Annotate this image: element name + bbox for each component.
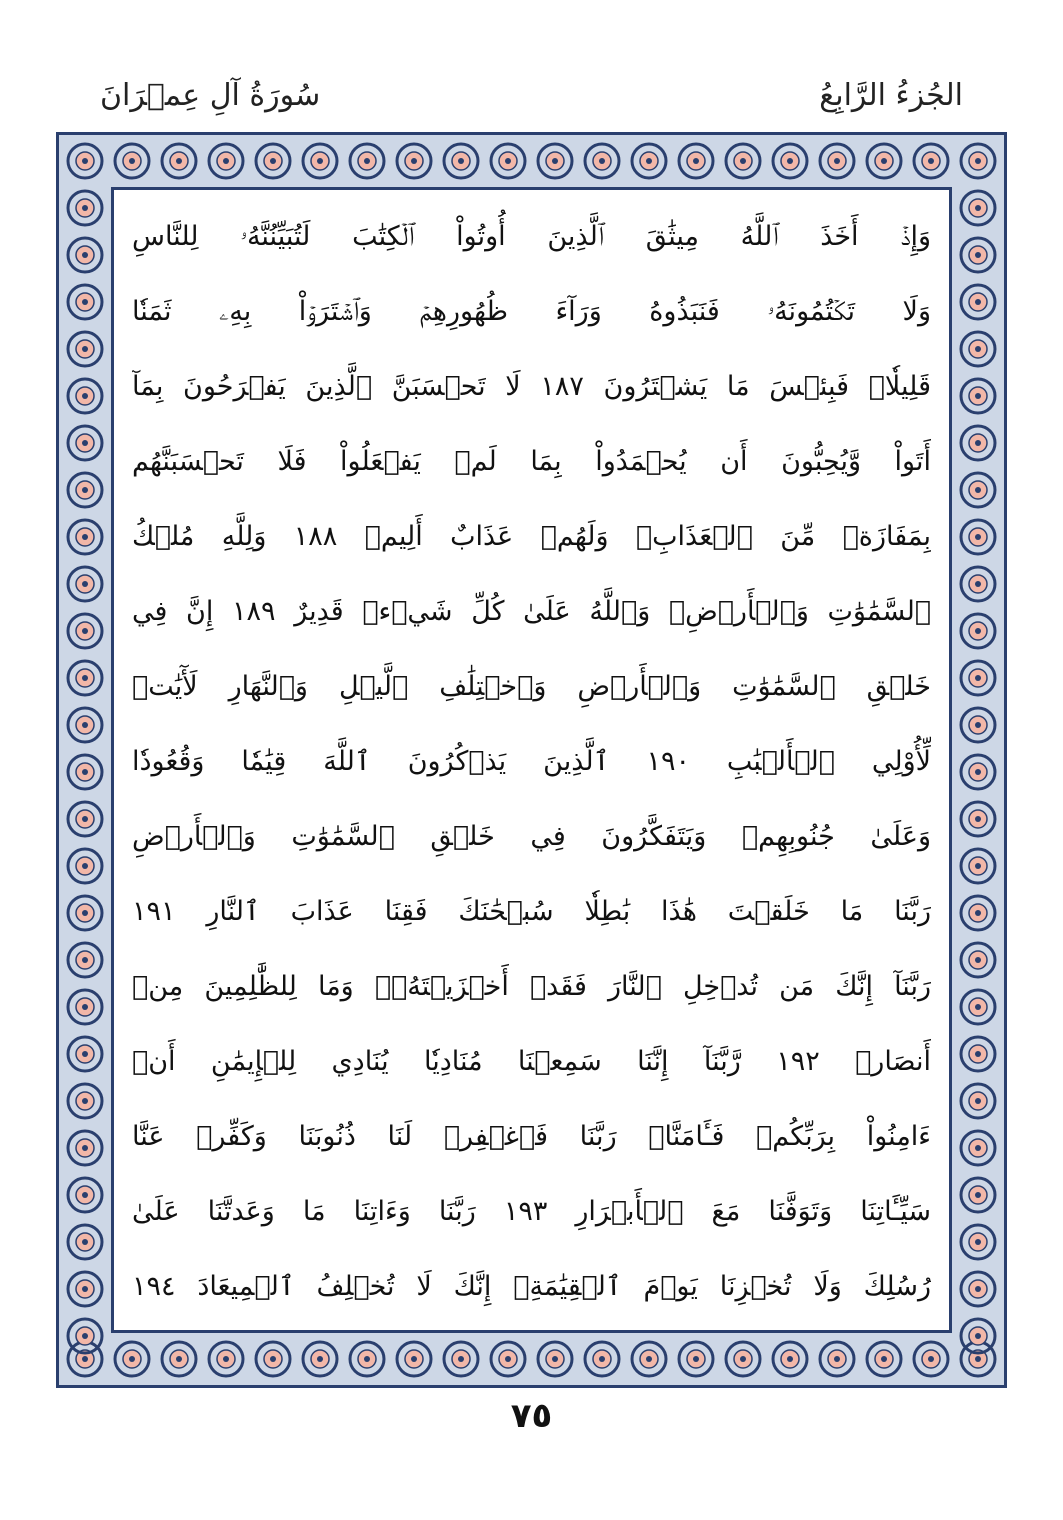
border-motif: [82, 910, 88, 916]
border-motif: [552, 158, 558, 164]
border-motif: [82, 1004, 88, 1010]
text-line-2: وَلَا تَكۡتُمُونَهُۥ فَنَبَذُوهُ وَرَآءَ ظُهُورِهِمۡ وَٱشۡتَرَوۡاْ بِهِۦ ثَمَنٗا: [132, 296, 931, 327]
text-line-4: أَتَواْ وَّيُحِبُّونَ أَن يُحۡمَدُواْ بِمَا لَمۡ يَفۡعَلُواْ فَلَا تَحۡسَبَنَّهُم: [132, 446, 931, 477]
border-motif: [975, 769, 981, 775]
border-motif: [975, 1356, 981, 1362]
border-motif: [975, 393, 981, 399]
border-motif: [411, 158, 417, 164]
border-motif: [693, 158, 699, 164]
border-motif: [82, 440, 88, 446]
border-motif: [317, 1356, 323, 1362]
border-motif: [834, 158, 840, 164]
border-motif: [82, 205, 88, 211]
border-motif: [740, 158, 746, 164]
border-motif: [975, 1286, 981, 1292]
text-panel: [111, 187, 952, 1333]
border-motif: [270, 1356, 276, 1362]
border-motif: [129, 1356, 135, 1362]
text-line-11: رَبَّنَآ إِنَّكَ مَن تُدۡخِلِ ٱلنَّارَ فَقَدۡ أَخۡزَيۡتَهُۥۖ وَمَا لِلظَّٰلِمِينَ مِنۡ: [132, 971, 931, 1002]
border-motif: [505, 1356, 511, 1362]
border-motif: [975, 534, 981, 540]
border-motif: [975, 299, 981, 305]
border-motif: [82, 816, 88, 822]
border-motif: [975, 1239, 981, 1245]
text-line-6: ٱلسَّمَٰوَٰتِ وَٱلۡأَرۡضِۗ وَٱللَّهُ عَلَىٰ كُلِّ شَيۡءٖ قَدِيرٌ ١٨٩ إِنَّ فِي: [132, 596, 931, 627]
page-number: ٧٥: [510, 1396, 553, 1436]
border-motif: [505, 158, 511, 164]
border-motif: [975, 863, 981, 869]
border-motif: [82, 581, 88, 587]
text-line-15: رُسُلِكَ وَلَا تُخۡزِنَا يَوۡمَ ٱلۡقِيَٰمَةِۖ إِنَّكَ لَا تُخۡلِفُ ٱلۡمِيعَادَ ١٩٤: [132, 1271, 931, 1302]
border-motif: [82, 675, 88, 681]
text-line-13: ءَامِنُواْ بِرَبِّكُمۡ فَـَٔامَنَّاۚ رَبَّنَا فَٱغۡفِرۡ لَنَا ذُنُوبَنَا وَكَفِّرۡ عَنَّا: [132, 1121, 931, 1152]
border-motif: [552, 1356, 558, 1362]
verse-lines: [132, 204, 931, 1320]
border-motif: [975, 722, 981, 728]
border-motif: [458, 158, 464, 164]
border-motif: [82, 769, 88, 775]
border-motif: [975, 1004, 981, 1010]
border-motif: [975, 910, 981, 916]
border-motif: [881, 158, 887, 164]
border-motif: [270, 158, 276, 164]
border-motif: [693, 1356, 699, 1362]
border-motif: [599, 158, 605, 164]
border-motif: [928, 158, 934, 164]
border-motif: [881, 1356, 887, 1362]
border-motif: [223, 158, 229, 164]
text-line-3: قَلِيلٗاۖ فَبِئۡسَ مَا يَشۡتَرُونَ ١٨٧ لَا تَحۡسَبَنَّ ٱلَّذِينَ يَفۡرَحُونَ بِمَآ: [132, 371, 931, 402]
border-motif: [975, 581, 981, 587]
border-motif: [82, 863, 88, 869]
text-line-1: وَإِذۡ أَخَذَ ٱللَّهُ مِيثَٰقَ ٱلَّذِينَ أُوتُواْ ٱلۡكِتَٰبَ لَتُبَيِّنُنَّهُۥ لِلنَّاسِ: [132, 221, 931, 252]
border-motif: [223, 1356, 229, 1362]
border-motif: [975, 1333, 981, 1339]
border-motif: [975, 1098, 981, 1104]
text-line-5: بِمَفَازَةٖ مِّنَ ٱلۡعَذَابِۖ وَلَهُمۡ عَذَابٌ أَلِيمٞ ١٨٨ وَلِلَّهِ مُلۡكُ: [132, 521, 931, 552]
border-motif: [82, 957, 88, 963]
border-motif: [364, 158, 370, 164]
border-motif: [975, 1145, 981, 1151]
border-motif: [129, 158, 135, 164]
border-motif: [176, 1356, 182, 1362]
border-motif: [82, 1192, 88, 1198]
border-motif: [975, 440, 981, 446]
surah-title: سُورَةُ آلِ عِمۡرَانَ: [100, 78, 321, 113]
border-motif: [82, 722, 88, 728]
border-motif: [975, 675, 981, 681]
border-motif: [82, 1239, 88, 1245]
juz-title: الجُزءُ الرَّابِعُ: [819, 78, 963, 113]
border-motif: [975, 628, 981, 634]
border-motif: [82, 252, 88, 258]
border-motif: [411, 1356, 417, 1362]
border-motif: [975, 957, 981, 963]
text-line-8: لِّأُوْلِي ٱلۡأَلۡبَٰبِ ١٩٠ ٱلَّذِينَ يَذۡكُرُونَ ٱللَّهَ قِيَٰمٗا وَقُعُودٗا: [132, 746, 931, 777]
border-motif: [787, 158, 793, 164]
border-motif: [82, 299, 88, 305]
border-motif: [975, 346, 981, 352]
border-motif: [82, 487, 88, 493]
border-motif: [82, 393, 88, 399]
border-motif: [599, 1356, 605, 1362]
border-motif: [458, 1356, 464, 1362]
border-motif: [975, 816, 981, 822]
border-motif: [364, 1356, 370, 1362]
text-line-12: أَنصَارٖ ١٩٢ رَّبَّنَآ إِنَّنَا سَمِعۡنَا مُنَادِيٗا يُنَادِي لِلۡإِيمَٰنِ أَنۡ: [132, 1046, 931, 1077]
border-motif: [317, 158, 323, 164]
border-motif: [82, 158, 88, 164]
border-motif: [82, 1145, 88, 1151]
border-motif: [646, 158, 652, 164]
border-motif: [82, 1333, 88, 1339]
ornamental-border: [56, 132, 1007, 1388]
text-line-9: وَعَلَىٰ جُنُوبِهِمۡ وَيَتَفَكَّرُونَ فِي خَلۡقِ ٱلسَّمَٰوَٰتِ وَٱلۡأَرۡضِ: [132, 821, 931, 852]
border-motif: [82, 534, 88, 540]
border-motif: [787, 1356, 793, 1362]
border-motif: [975, 252, 981, 258]
border-motif: [975, 1192, 981, 1198]
border-motif: [82, 1286, 88, 1292]
text-line-7: خَلۡقِ ٱلسَّمَٰوَٰتِ وَٱلۡأَرۡضِ وَٱخۡتِلَٰفِ ٱلَّيۡلِ وَٱلنَّهَارِ لَأٓيَٰتٖ: [132, 671, 931, 702]
border-motif: [975, 1051, 981, 1057]
border-motif: [975, 487, 981, 493]
border-motif: [928, 1356, 934, 1362]
border-motif: [176, 158, 182, 164]
border-motif: [82, 346, 88, 352]
border-motif: [975, 158, 981, 164]
border-motif: [646, 1356, 652, 1362]
border-motif: [82, 1356, 88, 1362]
text-line-14: سَيِّـَٔاتِنَا وَتَوَفَّنَا مَعَ ٱلۡأَبۡرَارِ ١٩٣ رَبَّنَا وَءَاتِنَا مَا وَعَدتَّنَا عَلَىٰ: [132, 1196, 931, 1227]
border-motif: [82, 1098, 88, 1104]
text-line-10: رَبَّنَا مَا خَلَقۡتَ هَٰذَا بَٰطِلٗا سُبۡحَٰنَكَ فَقِنَا عَذَابَ ٱلنَّارِ ١٩١: [132, 896, 931, 927]
border-motif: [82, 628, 88, 634]
border-motif: [975, 205, 981, 211]
border-motif: [834, 1356, 840, 1362]
border-motif: [740, 1356, 746, 1362]
border-motif: [82, 1051, 88, 1057]
